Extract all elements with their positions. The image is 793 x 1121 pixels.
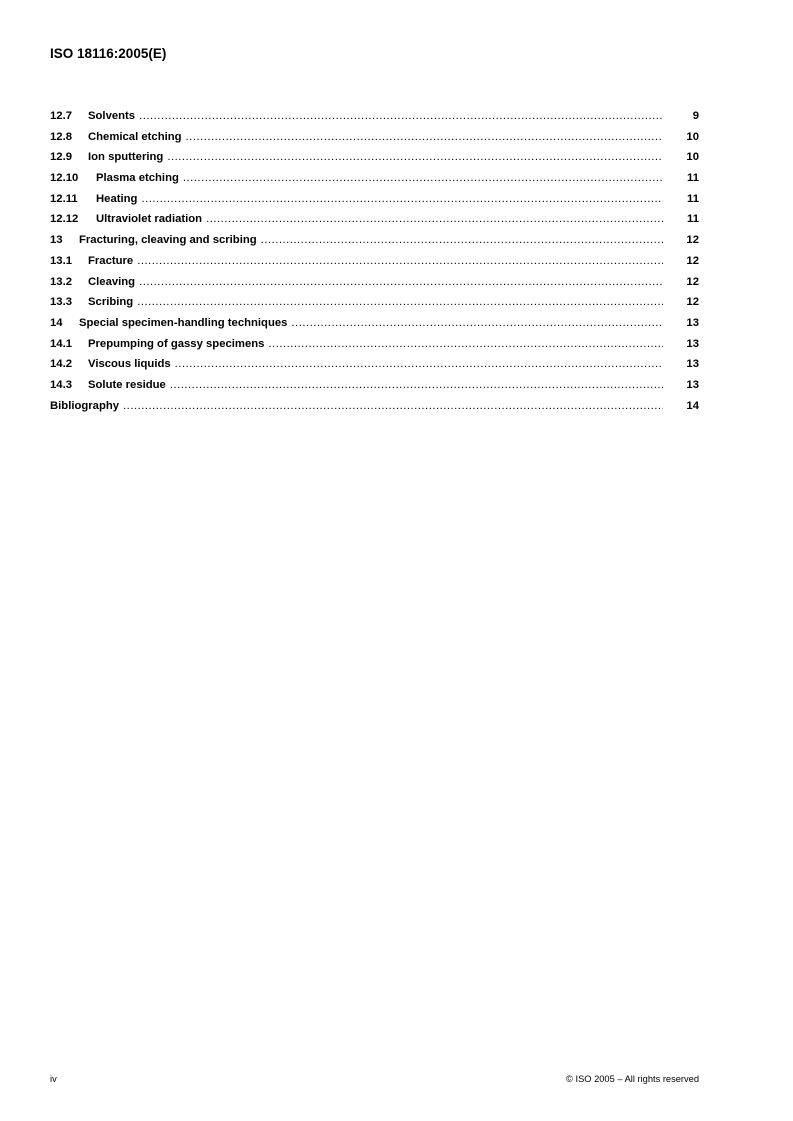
toc-entry-page: 13 [686, 337, 699, 350]
toc-entry-page: 12 [686, 254, 699, 267]
toc-entry-title: Cleaving [88, 275, 136, 288]
toc-entry-page: 11 [687, 172, 699, 185]
toc-entry-page: 14 [686, 399, 699, 412]
toc-entry[interactable] [50, 255, 699, 276]
dot-leader [139, 276, 663, 288]
toc-entry-page: 13 [686, 358, 699, 371]
toc-entry-title: Solvents [88, 110, 136, 122]
dot-leader [206, 213, 663, 225]
dot-leader [141, 193, 663, 205]
toc-entry-number: 13.2 [50, 275, 72, 288]
toc-entry[interactable] [50, 172, 699, 193]
toc-entry-title: Prepumping of gassy specimens [88, 337, 265, 350]
toc-entry-number: 12.10 [50, 172, 79, 185]
toc-entry-number: 14.3 [50, 378, 72, 391]
document-id-header: ISO 18116:2005(E) [50, 46, 167, 61]
toc-entry-title: Fracture [88, 254, 134, 267]
toc-entry-number: 12.11 [50, 192, 78, 205]
toc-entry[interactable] [50, 379, 699, 400]
dot-leader [137, 296, 663, 308]
dot-leader [183, 172, 663, 184]
toc-entry-number: 12.8 [50, 130, 72, 143]
toc-entry[interactable] [50, 317, 699, 338]
toc-entry-number: 14.1 [50, 337, 72, 350]
dot-leader [268, 338, 663, 350]
toc-entry-title: Heating [96, 192, 138, 205]
toc-entry-title: Plasma etching [96, 172, 179, 185]
dot-leader [175, 358, 663, 370]
toc-entry-title: Special specimen-handling techniques [79, 316, 288, 329]
dot-leader [186, 131, 663, 143]
toc-entry-page: 11 [687, 192, 699, 205]
dot-leader [261, 234, 663, 246]
toc-entry[interactable] [50, 358, 699, 379]
toc-entry-page: 9 [692, 110, 699, 122]
toc-entry-page: 10 [686, 130, 699, 143]
toc-entry-number: 12.9 [50, 151, 72, 164]
toc-entry[interactable] [50, 131, 699, 152]
page-footer [50, 1074, 699, 1084]
dot-leader [137, 255, 663, 267]
toc-entry-page: 11 [687, 213, 699, 226]
toc-entry-title: Chemical etching [88, 130, 182, 143]
toc-entry-title: Ultraviolet radiation [96, 213, 203, 226]
toc-entry-title: Bibliography [50, 399, 120, 412]
toc-entry-page: 13 [686, 378, 699, 391]
toc-entry[interactable] [50, 338, 699, 359]
toc-entry[interactable] [50, 110, 699, 131]
toc-entry-number: 12.12 [50, 213, 79, 226]
toc-entry-page: 12 [686, 275, 699, 288]
toc-entry[interactable] [50, 400, 699, 421]
toc-entry[interactable] [50, 193, 699, 214]
toc-entry-number: 12.7 [50, 110, 72, 122]
toc-entry-number: 13.3 [50, 296, 72, 309]
toc-entry-page: 12 [686, 296, 699, 309]
toc-entry[interactable] [50, 296, 699, 317]
toc-entry[interactable] [50, 151, 699, 172]
toc-entry-page: 10 [686, 151, 699, 164]
toc-entry-number: 13 [50, 234, 63, 247]
toc-entry-page: 12 [686, 234, 699, 247]
copyright-notice: © ISO 2005 – All rights reserved [566, 1074, 699, 1084]
toc-entry[interactable] [50, 276, 699, 297]
toc-entry[interactable] [50, 234, 699, 255]
toc-entry-number: 14 [50, 316, 63, 329]
toc-entry-number: 13.1 [50, 254, 72, 267]
toc-entry-title: Scribing [88, 296, 134, 309]
toc-entry-page: 13 [686, 316, 699, 329]
table-of-contents [50, 110, 699, 420]
toc-entry-title: Fracturing, cleaving and scribing [79, 234, 257, 247]
toc-entry-number: 14.2 [50, 358, 72, 371]
dot-leader [123, 400, 663, 412]
toc-entry[interactable] [50, 213, 699, 234]
toc-entry-title: Ion sputtering [88, 151, 164, 164]
dot-leader [291, 317, 663, 329]
toc-entry-title: Solute residue [88, 378, 166, 391]
dot-leader [139, 110, 663, 122]
dot-leader [167, 151, 663, 163]
toc-entry-title: Viscous liquids [88, 358, 171, 371]
page-number: iv [50, 1074, 57, 1084]
dot-leader [170, 379, 663, 391]
